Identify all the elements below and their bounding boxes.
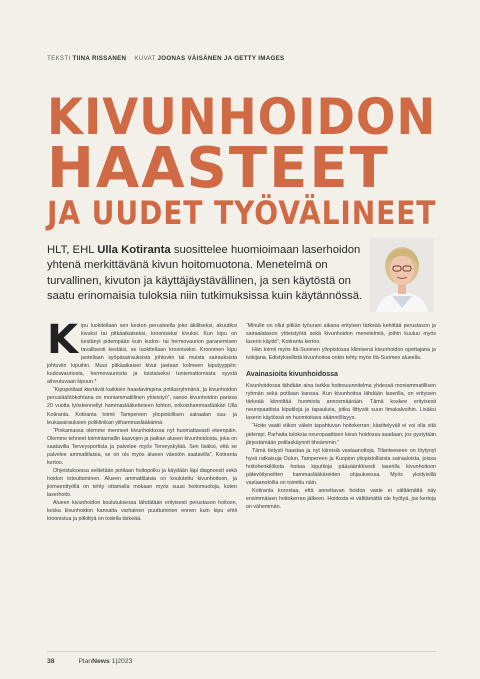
lead-paragraph <box>47 243 365 304</box>
paragraph: “Hoito vaatii viikon välein tapahtuvan hoitokerran; käsittelyväli ei voi olla sitä pidempi. Parhaita tuloksia neuropaattisen kivun hoidossa saadaan, jos pystytään järjestämään potilaskäynnit tiheämmin.” <box>246 423 436 446</box>
magazine-name <box>78 658 132 665</box>
paragraph: Kivunhoidossa tähdään aina tarkka hoitosuunnitelma yhdessä moniammatillisen ryhmän sekä potilaan kanssa. Kun kivunhoitoa lähdään laserilla, on erityisen tärkeää kiinnittää huomiota annosmäärään. Tämä koskee erityisesti neuropaattisia kiputiloja ja tapauksia, jotka liittyvät suun limakalvoihin. Lisäksi laserin käytössä on huomioitava säännöllisyys. <box>246 383 436 422</box>
magazine-name-bold: News <box>92 658 110 665</box>
page-footer <box>47 658 132 665</box>
portrait-photo <box>370 238 434 312</box>
lead-text: suosittelee huomioimaan laserhoidon yhtenä merkittävänä kivun hoitomuotona. Menetelmä on turvallinen, kivuton ja käyttäjäystävällinen, ja sen käytöstä on saatu erinomaisia tuloksia niin tutkimuksissa kuin käytännössä. <box>47 244 363 302</box>
issue-number: 1|2023 <box>109 658 133 665</box>
paragraph: “Pinkamassa olemme menneet kivunhoidossa nyt huomattavasti eteenpäin. Olemme tehneet toimintamallin kaavojen ja paikan alueen kivunhoidosta, joka on saatavilla Terveysportista ja palvelee myös Terveyskylää. Sen lisäksi, että se palvelee ammattilaisia, se on ols myös alueen väestön saatavilla”, Kotiranta kertoo. <box>47 427 237 466</box>
paragraph: “Kipupotilaat kiertävät kaikkein haastavimpina potilasryhmänä, ja kivunhoidon perusläähtökohtana on moniammatillinen yhteistyö”, sanoo kivunhoidon parissa 20 vuotta työskennellyt hammaslääketieteen tohtori, erikoishammaslääkäri Ulla Kotiranta. Kotiranta toimii Tampereen yliopistollisen sairaalan suu- ja leukasairauksien poliklinikan ylihammaslääkärinä. <box>47 387 237 426</box>
text-credit-label: TEKSTI <box>47 55 71 62</box>
lead-prefix: HLT, EHL <box>47 244 98 256</box>
section-subheading: Avainasioita kivunhoidossa <box>246 371 338 379</box>
article-column-left <box>47 317 237 523</box>
portrait-illustration <box>370 238 434 312</box>
photo-credit-label: KUVAT <box>134 55 156 62</box>
paragraph <box>47 317 237 386</box>
text-credit-author: TIINA RISSANEN <box>72 55 127 62</box>
headline-line-1: KIVUNHOIDON <box>47 88 437 146</box>
paragraph-text: ipu luokitellaan sen keston perusteella joko äkilliseksi, akuutiksi kivuksi tai pitkäaikaiseksi, krooniseksi kivuksi. Kun kipu on kestänyt pidempään kuin kudos- tai hermovaurion paranemisen tavallisesti kestäisi, se luokitellaan krooniseksi. Krooninen kipu jaotellaan syöpäsairauksista johtuviin tai muista sairauksista johtuviin kipuihin. Muut pitkäaikaiset kivut jaetaan kolmeen kiputyyppiin: kudosvauriosta, hermovauriosta ja toistaiseksi tuntemattomasta syystä aiheutuvaan kipuun.* <box>47 323 237 386</box>
paragraph: Kotiranta korostaa, että annettavan hoidon vaste ei välttämättä näy ensimmäisen hoitokerran jälkeen. Hoidosta ei välttämättä ole hyötyä, jos kertoja on vähemmän. <box>246 487 436 510</box>
paragraph: Hän toimii myös Itä-Suomen yliopistossa kliinisenä kivunhoidon opettajana ja tutkijana. Edistyksellistä kivunhoitoa onkin tehty myös Itä-Suomen alueella. <box>246 347 436 362</box>
paragraph: Alueen kivunhoidon koulutuksessa tähdätään erityisesti perustason hoitoon, koska kivunhoidon kannalta varhainen puuttuminen ennen kuin kipu ehtii kroonistua ja pitkittyä on todella tärkeää. <box>47 500 237 523</box>
credits-line <box>47 55 284 62</box>
paragraph: “Minulle on ollut pitkän työurani aikana erityisen tärkeää kehittää perustason ja sairaalatason yhteistyötä sekä kivunhoidon menetelmiä, joihin kuuluu myös laserin käyttö”, Kotiranta kertoo. <box>246 323 436 346</box>
headline-line-3: JA UUDET TYÖVÄLINEET <box>47 194 437 232</box>
drop-cap: K <box>47 317 78 363</box>
lead-name: Ulla Kotiranta <box>97 244 171 256</box>
article-column-right <box>246 322 436 511</box>
magazine-name-plain: Plan <box>78 658 93 665</box>
paragraph: Ohjeistuksessa selitetään potilaan hoitopolku ja käydään läpi diagnoosit sekä hoidon toteuttaminen. Alueen ammattilaisia on koulutettu kivunhoitoon, ja jiomeenttyöllä on tehty ottamalla mokaan myös suusi hoitomuotoja, kuten laserhoito. <box>47 467 237 498</box>
headline-line-2: HAASTEET <box>47 136 390 201</box>
paragraph: Tämä tietysti haastaa ja nyt kiireisiä vastaanottoja. Tilanteeseen on löytynyt hyvä ratkaisuja Oulun, Tampereen ja Kuopion yliopistollisista sairaaloista, joissa hoitohenkilöksta hoitaa kiputiloja pääsääntöisesti laserilla kivunhoitoon pätevöityneitten hammaslääkäreiden ohjauksessa. Myös yksityisillä vastaanotoilla on toimittu näin. <box>246 447 436 486</box>
footer-divider <box>47 651 436 652</box>
photo-credit-author: JOONAS VÄISÄNEN JA GETTY IMAGES <box>157 55 285 62</box>
page-number: 38 <box>47 658 55 665</box>
